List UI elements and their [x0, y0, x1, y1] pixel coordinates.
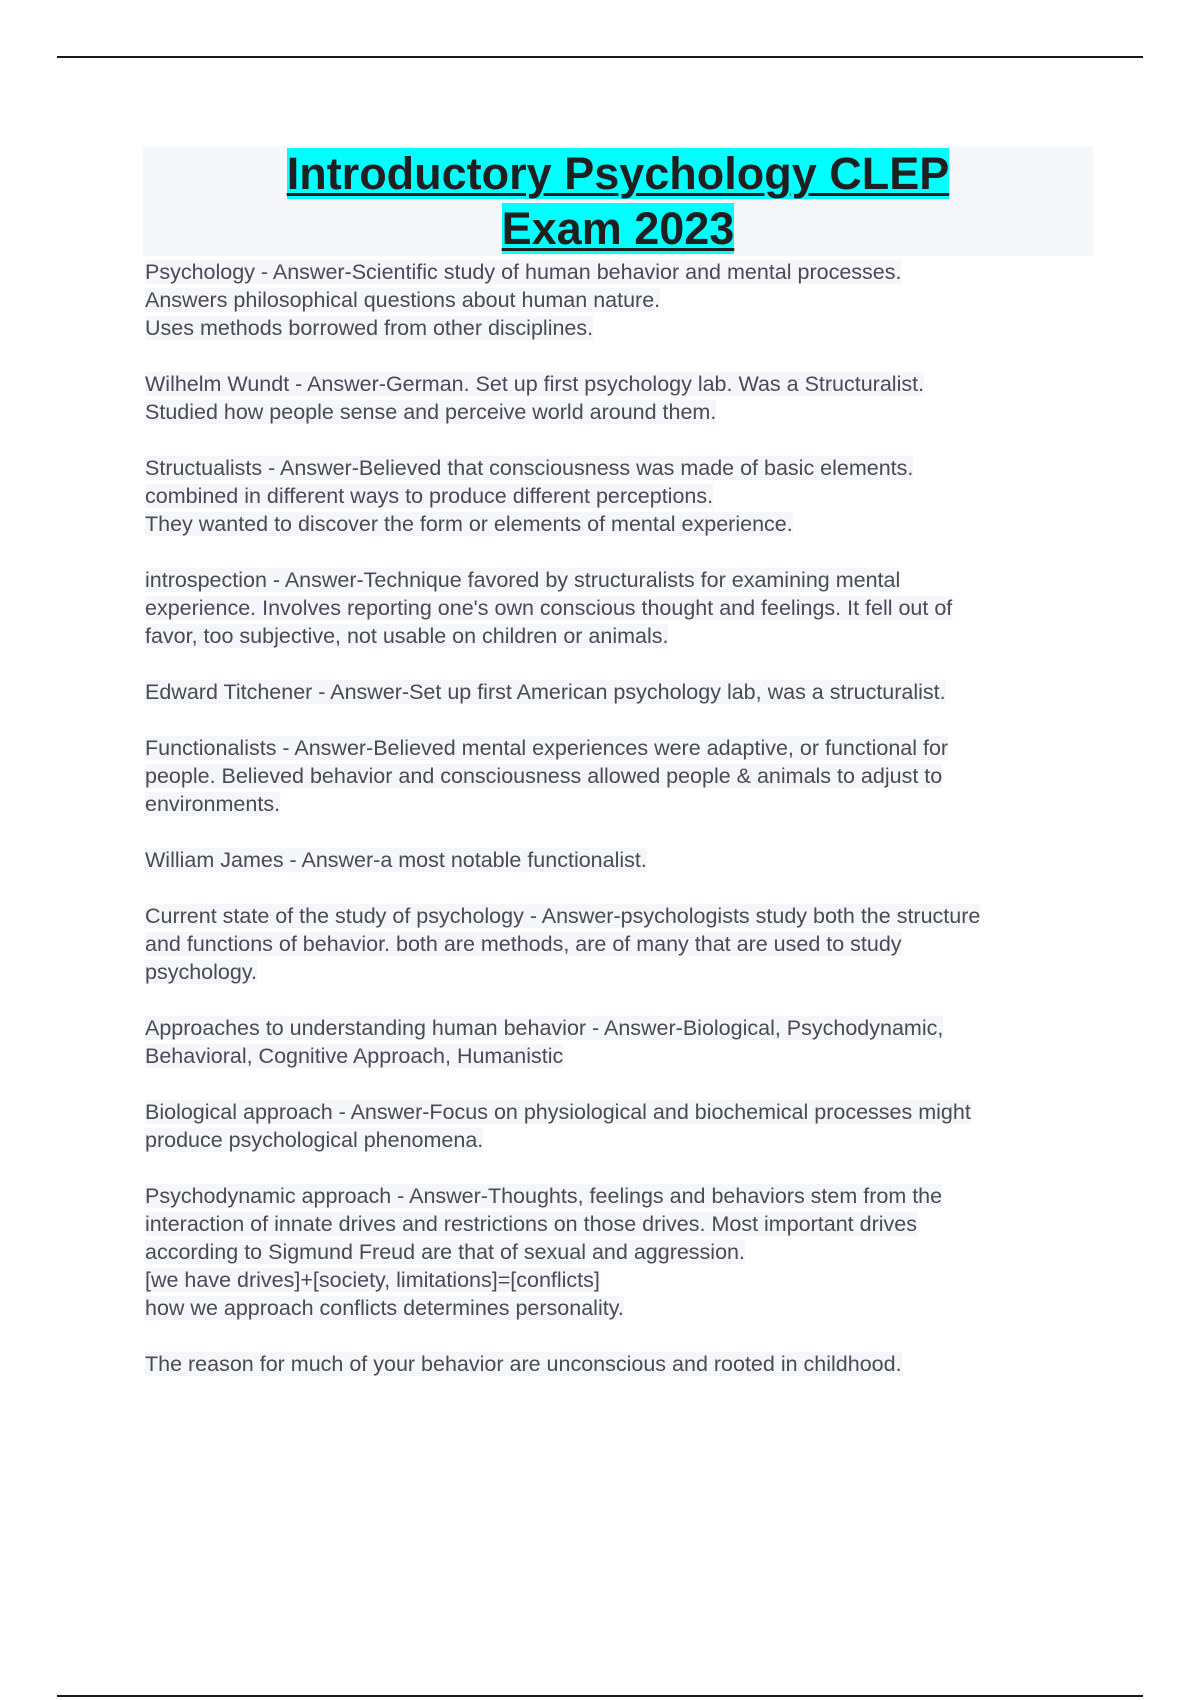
qa-entry-line	[145, 1294, 1095, 1322]
qa-entry	[145, 258, 1095, 342]
qa-entry-line	[145, 258, 1095, 286]
qa-entry-text: Psychology - Answer-Scientific study of human behavior and mental processes.	[145, 260, 902, 284]
qa-entry-line	[145, 622, 1095, 650]
qa-entry-text: Edward Titchener - Answer-Set up first American psychology lab, was a structuralist.	[145, 680, 946, 704]
qa-entry-line	[145, 1266, 1095, 1294]
qa-entry-text: [we have drives]+[society, limitations]=[conflicts]	[145, 1268, 600, 1292]
qa-entry	[145, 734, 1095, 818]
top-rule	[57, 56, 1143, 58]
qa-entry-line	[145, 398, 1095, 426]
qa-entry-text: Current state of the study of psychology - Answer-psychologists study both the structure	[145, 904, 981, 928]
qa-entry-line	[145, 1182, 1095, 1210]
qa-entry-text: combined in different ways to produce different perceptions.	[145, 484, 714, 508]
qa-entry-text: how we approach conflicts determines personality.	[145, 1296, 624, 1320]
qa-entry-text: Uses methods borrowed from other disciplines.	[145, 316, 594, 340]
title-line-1: Introductory Psychology CLEP	[286, 148, 950, 199]
qa-entry-line	[145, 958, 1095, 986]
qa-entry-line	[145, 594, 1095, 622]
qa-entry-text: environments.	[145, 792, 281, 816]
qa-entry	[145, 1014, 1095, 1070]
qa-entry	[145, 370, 1095, 426]
qa-entry-text: Functionalists - Answer-Believed mental experiences were adaptive, or functional for	[145, 736, 949, 760]
qa-entry-text: They wanted to discover the form or elements of mental experience.	[145, 512, 793, 536]
qa-entry	[145, 902, 1095, 986]
qa-entry-line	[145, 790, 1095, 818]
qa-entry-text: according to Sigmund Freud are that of sexual and aggression.	[145, 1240, 745, 1264]
qa-entry	[145, 678, 1095, 706]
qa-entry	[145, 454, 1095, 538]
document-title	[143, 146, 1093, 256]
qa-entry-line	[145, 1014, 1095, 1042]
qa-entry-line	[145, 454, 1095, 482]
qa-entry-text: Approaches to understanding human behavior - Answer-Biological, Psychodynamic,	[145, 1016, 944, 1040]
qa-entry-line	[145, 762, 1095, 790]
qa-entries	[145, 258, 1095, 1406]
qa-entry-text: The reason for much of your behavior are unconscious and rooted in childhood.	[145, 1352, 902, 1376]
qa-entry-line	[145, 678, 1095, 706]
qa-entry-line	[145, 846, 1095, 874]
qa-entry-line	[145, 1098, 1095, 1126]
title-line-2: Exam 2023	[501, 203, 735, 254]
qa-entry	[145, 1350, 1095, 1378]
bottom-rule	[57, 1695, 1143, 1697]
qa-entry-text: Answers philosophical questions about human nature.	[145, 288, 661, 312]
qa-entry-line	[145, 930, 1095, 958]
qa-entry-text: experience. Involves reporting one's own conscious thought and feelings. It fell out of	[145, 596, 953, 620]
qa-entry	[145, 1182, 1095, 1322]
qa-entry-text: Wilhelm Wundt - Answer-German. Set up first psychology lab. Was a Structuralist.	[145, 372, 925, 396]
qa-entry-text: favor, too subjective, not usable on children or animals.	[145, 624, 669, 648]
qa-entry-text: Studied how people sense and perceive world around them.	[145, 400, 717, 424]
qa-entry-line	[145, 314, 1095, 342]
qa-entry-text: Structualists - Answer-Believed that consciousness was made of basic elements.	[145, 456, 914, 480]
qa-entry-text: produce psychological phenomena.	[145, 1128, 484, 1152]
qa-entry-text: psychology.	[145, 960, 257, 984]
qa-entry-line	[145, 1238, 1095, 1266]
qa-entry-line	[145, 1210, 1095, 1238]
qa-entry-text: and functions of behavior. both are methods, are of many that are used to study	[145, 932, 902, 956]
qa-entry	[145, 1098, 1095, 1154]
qa-entry	[145, 566, 1095, 650]
qa-entry-line	[145, 482, 1095, 510]
qa-entry-line	[145, 510, 1095, 538]
qa-entry-text: Psychodynamic approach - Answer-Thoughts, feelings and behaviors stem from the	[145, 1184, 943, 1208]
qa-entry-line	[145, 370, 1095, 398]
qa-entry-line	[145, 1350, 1095, 1378]
qa-entry-line	[145, 1042, 1095, 1070]
qa-entry-text: Biological approach - Answer-Focus on physiological and biochemical processes might	[145, 1100, 971, 1124]
qa-entry-text: introspection - Answer-Technique favored by structuralists for examining mental	[145, 568, 901, 592]
qa-entry-line	[145, 734, 1095, 762]
qa-entry	[145, 846, 1095, 874]
qa-entry-line	[145, 286, 1095, 314]
qa-entry-line	[145, 566, 1095, 594]
qa-entry-line	[145, 902, 1095, 930]
qa-entry-text: Behavioral, Cognitive Approach, Humanistic	[145, 1044, 564, 1068]
qa-entry-text: interaction of innate drives and restrictions on those drives. Most important drives	[145, 1212, 917, 1236]
qa-entry-text: William James - Answer-a most notable functionalist.	[145, 848, 647, 872]
qa-entry-text: people. Believed behavior and consciousness allowed people & animals to adjust to	[145, 764, 943, 788]
qa-entry-line	[145, 1126, 1095, 1154]
